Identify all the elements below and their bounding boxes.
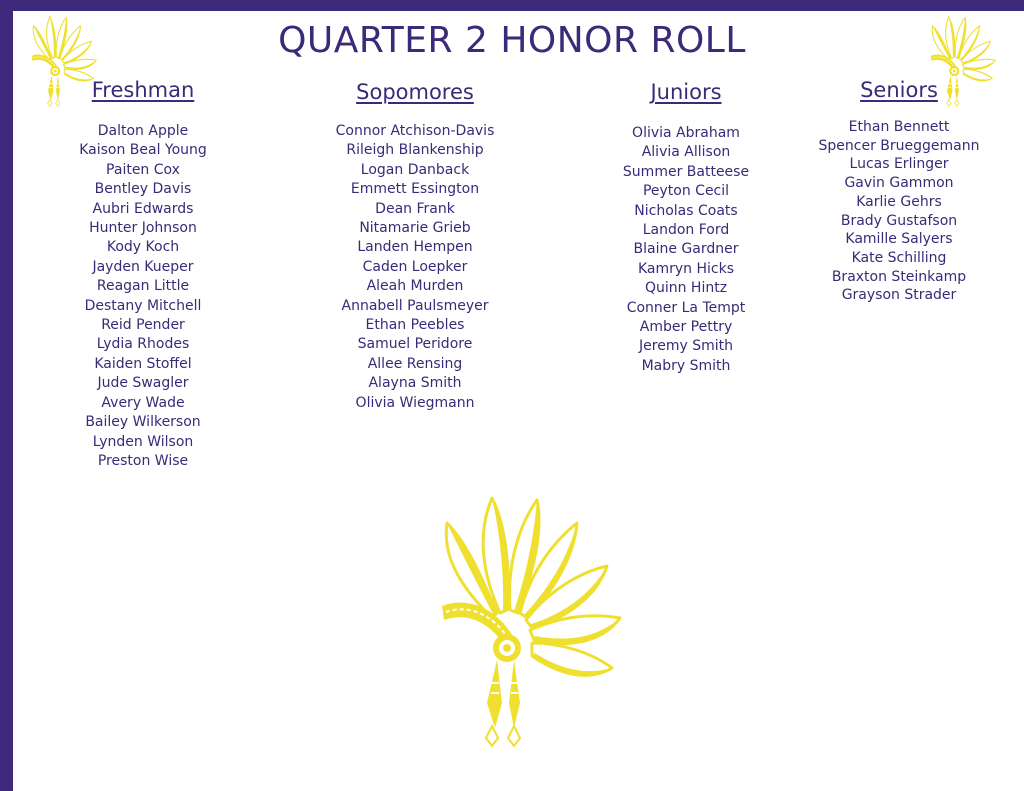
list-item: Kamryn Hicks [637, 260, 735, 277]
list-item: Peyton Cecil [642, 183, 730, 200]
list-item: Olivia Wiegmann [355, 394, 475, 411]
list-item: Alayna Smith [368, 375, 462, 392]
list-item: Connor Atchison-Davis [335, 123, 495, 139]
list-item: Olivia Abraham [632, 125, 740, 141]
list-item: Landon Ford [642, 222, 730, 239]
list-item: Landen Hempen [357, 239, 473, 256]
list-item: Ethan Bennett [848, 119, 950, 135]
list-item: Karlie Gehrs [856, 193, 942, 210]
list-item: Kaiden Stoffel [94, 355, 192, 372]
list-item: Lydia Rhodes [96, 336, 190, 353]
list-item: Caden Loepker [362, 258, 468, 275]
left-border [0, 0, 13, 791]
list-item: Blaine Gardner [633, 241, 739, 258]
list-item: Kaison Beal Young [79, 142, 207, 159]
column-sophomores [295, 80, 535, 413]
column-freshman [23, 78, 263, 471]
list-item: Bailey Wilkerson [85, 414, 201, 431]
list-item: Destany Mitchell [84, 297, 202, 314]
list-item: Ethan Peebles [365, 317, 465, 334]
list-item: Rileigh Blankenship [346, 142, 484, 159]
list-item: Dalton Apple [97, 123, 189, 139]
name-list [295, 122, 535, 413]
list-item: Reagan Little [96, 278, 190, 295]
list-item: Kamille Salyers [845, 231, 953, 248]
list-item: Lynden Wilson [92, 433, 194, 450]
column-heading: Seniors [860, 78, 938, 102]
list-item: Preston Wise [97, 452, 189, 469]
list-item: Paiten Cox [106, 161, 180, 178]
list-item: Spencer Brueggemann [818, 137, 980, 154]
list-item: Brady Gustafson [840, 212, 958, 229]
list-item: Emmett Essington [350, 181, 480, 198]
list-item: Jeremy Smith [639, 338, 733, 355]
list-item: Mabry Smith [641, 357, 731, 374]
column-juniors [566, 80, 806, 376]
name-list [566, 124, 806, 376]
list-item: Annabell Paulsmeyer [341, 297, 489, 314]
list-item: Alivia Allison [641, 144, 731, 161]
list-item: Summer Batteese [622, 163, 750, 180]
headdress-icon [412, 488, 642, 750]
list-item: Gavin Gammon [844, 175, 954, 192]
column-heading: Sopomores [356, 80, 474, 104]
list-item: Bentley Davis [94, 181, 192, 198]
list-item: Samuel Peridore [357, 336, 473, 353]
page-title: QUARTER 2 HONOR ROLL [278, 20, 746, 61]
list-item: Aubri Edwards [92, 200, 194, 217]
list-item: Lucas Erlinger [849, 156, 949, 173]
list-item: Aleah Murden [366, 278, 464, 295]
column-heading: Juniors [650, 80, 722, 104]
list-item: Hunter Johnson [89, 220, 197, 237]
list-item: Jayden Kueper [92, 258, 194, 275]
column-seniors [779, 78, 1019, 305]
name-list [779, 118, 1019, 305]
list-item: Amber Pettry [639, 319, 733, 336]
list-item: Grayson Strader [841, 287, 957, 304]
list-item: Allee Rensing [367, 355, 463, 372]
list-item: Nicholas Coats [634, 202, 738, 219]
list-item: Conner La Tempt [626, 299, 746, 316]
list-item: Reid Pender [101, 317, 185, 334]
list-item: Jude Swagler [97, 375, 189, 392]
list-item: Dean Frank [375, 200, 455, 217]
name-list [23, 122, 263, 471]
list-item: Braxton Steinkamp [831, 268, 967, 285]
list-item: Kate Schilling [851, 249, 947, 266]
column-heading: Freshman [91, 78, 195, 102]
list-item: Logan Danback [360, 161, 470, 178]
list-item: Nitamarie Grieb [359, 220, 471, 237]
list-item: Kody Koch [106, 239, 180, 256]
top-border [0, 0, 1024, 11]
list-item: Avery Wade [101, 394, 185, 411]
list-item: Quinn Hintz [644, 280, 728, 297]
